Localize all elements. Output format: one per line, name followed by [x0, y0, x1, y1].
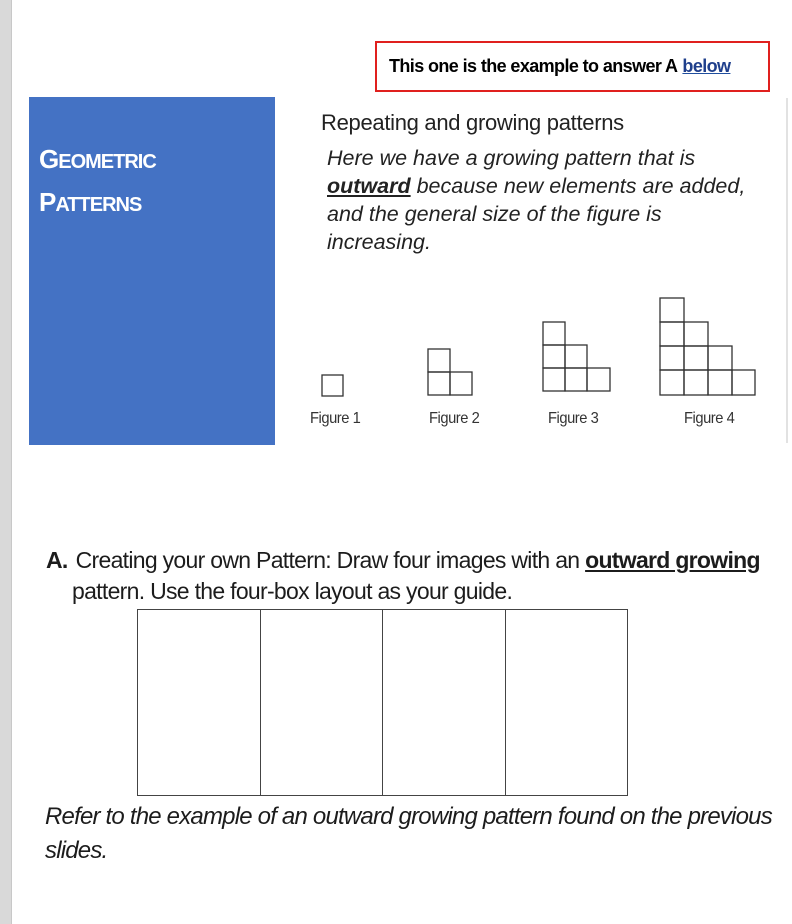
question-letter: A.: [46, 547, 68, 573]
figure-2-label: Figure 2: [429, 410, 480, 427]
figure-3-squares: [543, 322, 610, 391]
figure-2-squares: [428, 349, 472, 395]
answer-box-4[interactable]: [506, 610, 628, 795]
question-a: [46, 545, 781, 607]
callout-underlined-word: below: [682, 56, 731, 76]
slide-block-title: GEOMETRIC PATTERNS: [39, 144, 156, 217]
figure-4-squares: [660, 298, 755, 395]
slide-body-text: Here we have a growing pattern that is outward because new elements are added, and the general size of the figure is increasing.: [327, 146, 746, 254]
answer-box-3[interactable]: [383, 610, 506, 795]
figure-3-label: Figure 3: [548, 410, 599, 427]
callout-text: This one is the example to answer A: [389, 56, 678, 76]
figure-1-label: Figure 1: [310, 410, 361, 427]
question-text: Creating your own Pattern: Draw four images with an: [75, 547, 580, 573]
figure-4-label: Figure 4: [684, 410, 735, 427]
slide-heading: Repeating and growing patterns: [321, 110, 624, 135]
figure-1-square: [322, 375, 343, 396]
answer-box-2[interactable]: [261, 610, 384, 795]
four-box-layout: [137, 609, 628, 796]
refer-note: Refer to the example of an outward growing pattern found on the previous slides.: [45, 803, 772, 864]
answer-box-1[interactable]: [138, 610, 261, 795]
outward-emphasis: outward: [327, 174, 411, 198]
question-text-line2: pattern. Use the four-box layout as your guide.: [72, 578, 513, 604]
question-emphasis: outward growing: [585, 547, 760, 573]
